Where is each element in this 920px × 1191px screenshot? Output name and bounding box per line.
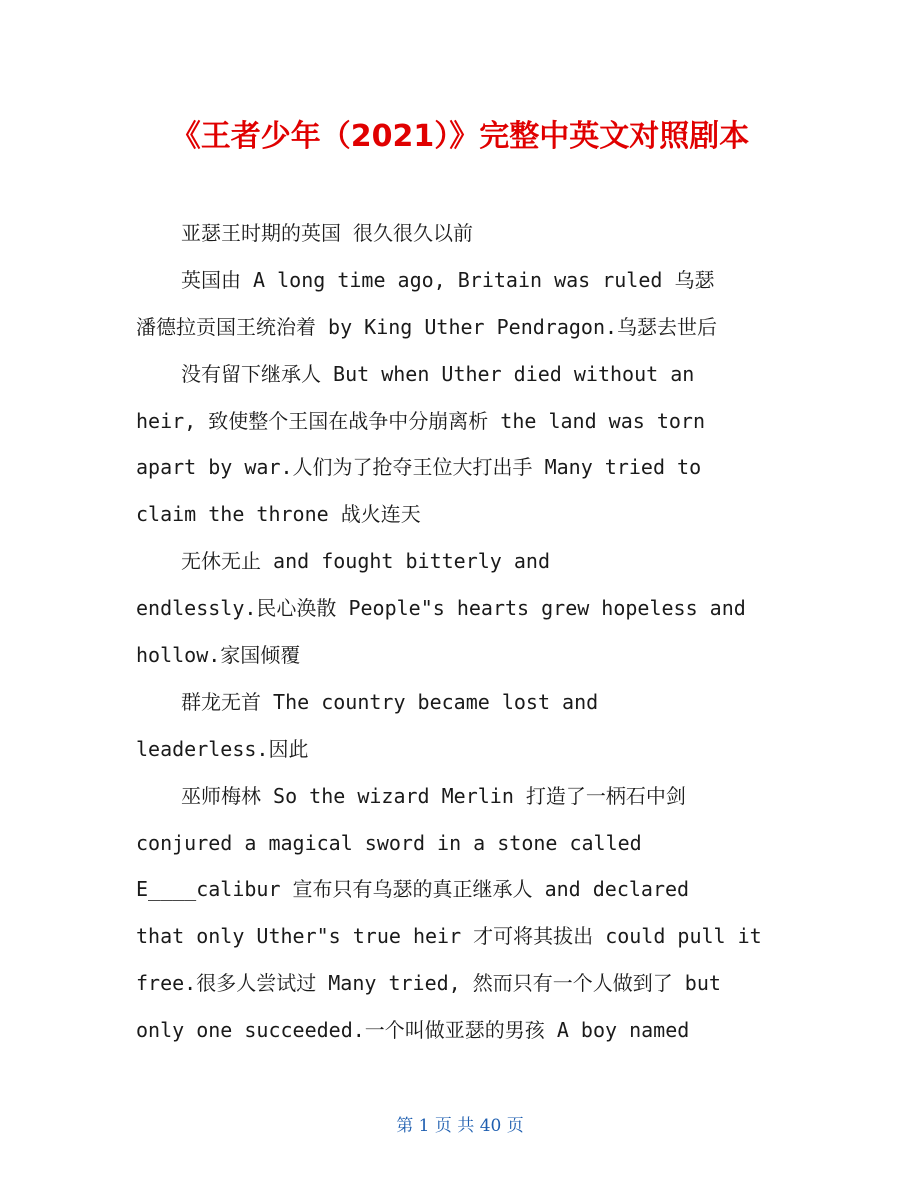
text-line: 英国由 A long time ago, Britain was ruled 乌瑟	[181, 267, 715, 292]
text-line: leaderless.因此	[136, 736, 309, 761]
text-line: 亚瑟王时期的英国 很久很久以前	[181, 221, 474, 245]
text-line: 巫师梅林 So the wizard Merlin 打造了一柄石中剑	[181, 783, 686, 808]
document-title: 《王者少年（2021）》完整中英文对照剧本	[170, 119, 750, 154]
text-line: 没有留下继承人 But when Uther died without an	[181, 361, 695, 386]
text-line: 潘德拉贡国王统治着 by King Uther Pendragon.乌瑟去世后	[136, 314, 718, 339]
page-number-footer: 第 1 页 共 40 页	[396, 1116, 524, 1136]
text-line: heir, 致使整个王国在战争中分崩离析 the land was torn	[136, 408, 705, 433]
text-line: 无休无止 and fought bitterly and	[181, 549, 550, 574]
text-line: endlessly.民心涣散 People"s hearts grew hopeless and	[136, 596, 746, 621]
document-body	[136, 210, 796, 1054]
text-line: free.很多人尝试过 Many tried, 然而只有一个人做到了 but	[136, 971, 721, 996]
text-line: only one succeeded.一个叫做亚瑟的男孩 A boy named	[136, 1018, 690, 1043]
text-line: conjured a magical sword in a stone called	[136, 830, 642, 855]
text-line: that only Uther"s true heir 才可将其拔出 could pull it	[136, 924, 762, 949]
text-line: claim the throne 战火连天	[136, 502, 421, 527]
text-line: apart by war.人们为了抢夺王位大打出手 Many tried to	[136, 455, 702, 480]
text-line: 群龙无首 The country became lost and	[181, 689, 599, 714]
text-line: hollow.家国倾覆	[136, 643, 301, 668]
text-line: E____calibur 宣布只有乌瑟的真正继承人 and declared	[136, 877, 690, 902]
